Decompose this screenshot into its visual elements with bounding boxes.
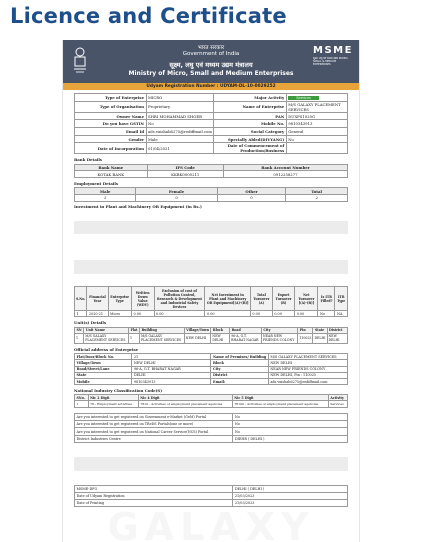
inv-cell: 0.00 xyxy=(295,311,318,317)
unit-col-pin: Pin xyxy=(298,327,313,333)
road-label: Road/Street/Lane xyxy=(75,366,132,372)
nic-col-5digit: Nic 5 Digit xyxy=(232,395,328,401)
account-number-value: 0912258277 xyxy=(223,171,347,178)
block-label: Block xyxy=(211,360,268,366)
total-header: Total xyxy=(286,188,348,195)
nic-col-sno: SNo. xyxy=(75,395,89,401)
nic-heading: National Industry Classification Code(S) xyxy=(74,387,163,393)
flat-label: Flat/Door/Block No. xyxy=(75,354,132,360)
nic-col-activity: Activity xyxy=(328,395,347,401)
unit-col-flat: Flat xyxy=(130,328,138,332)
inv-col-total-turnover: Total Turnover (A) xyxy=(250,287,272,311)
unit-col-state: State xyxy=(313,327,327,333)
inv-col-export-turnover: Export Turnover (B) xyxy=(272,287,294,311)
inv-cell: No xyxy=(318,311,335,317)
unit-col-block: Block xyxy=(211,327,230,333)
email-label: Email Id xyxy=(75,128,147,136)
flat-value: 21 xyxy=(132,354,211,360)
nic-col-4digit: Nic 4 Digit xyxy=(138,395,232,401)
road-value: 96-A, G.T. BHARAT NAGAR xyxy=(132,366,211,372)
certificate-header xyxy=(63,40,359,83)
inv-cell: 2020-21 xyxy=(87,311,108,317)
inv-cell: 0.00 xyxy=(131,311,154,317)
registration-date-value: 21/03/2023 xyxy=(233,493,348,500)
hindi-ministry-text: सूक्ष्म, लघु एवं मध्यम उद्यम मंत्रालय xyxy=(169,61,253,69)
gender-label: Gender xyxy=(75,135,147,143)
male-header: Male xyxy=(75,188,136,195)
unit-col-name: Unit Name xyxy=(84,327,129,333)
incorporation-date-label: Date of Incorporation xyxy=(75,143,147,154)
state-label: State xyxy=(75,372,132,378)
village-label: Village/Town xyxy=(75,360,132,366)
registration-dates-table xyxy=(74,485,348,507)
inv-col-sno: S.No. xyxy=(75,287,87,311)
msme-logo xyxy=(313,46,351,66)
specially-abled-value: No xyxy=(286,135,347,143)
total-count: 2 xyxy=(286,195,348,202)
commencement-date-value xyxy=(286,143,347,154)
mobile-label: Mobile No. xyxy=(214,120,286,128)
owner-name-label: Owner Name xyxy=(75,112,147,120)
question-answer: No xyxy=(233,413,348,420)
unit-cell: NEW DELHI xyxy=(327,333,348,344)
district-value: NEW DELHI, Pin : 110025 xyxy=(268,372,347,378)
govt-of-india-text: Government of India xyxy=(182,51,240,57)
section-spacer xyxy=(74,260,348,274)
mobile-value: 9810343913 xyxy=(286,120,347,128)
unit-cell: DELHI xyxy=(313,333,327,344)
premises-label: Name of Premises/ Building xyxy=(211,354,268,360)
block-value: NEW DELHI xyxy=(268,360,347,366)
district-label: District xyxy=(211,372,268,378)
enterprise-name-label: Name of Enterprise xyxy=(214,101,286,112)
social-category-label: Social Category xyxy=(214,128,286,136)
major-activity-badge: Services xyxy=(288,96,319,100)
question-text: Are you interested to get registered on National Career Service(NCS) Portal xyxy=(75,428,233,435)
inv-cell: 0.00 xyxy=(205,311,250,317)
specially-abled-label: Specially Abled(DIVYANG) xyxy=(214,135,286,143)
udyam-certificate xyxy=(62,40,360,542)
address-mobile-label: Mobile xyxy=(75,378,132,384)
pan-value: DUXPS1020G xyxy=(286,112,347,120)
address-mobile-value: 9810343913 xyxy=(132,378,211,384)
city-value: NEAR NEW FRIENDS COLONY xyxy=(268,366,347,372)
question-answer: DIEHR ( DELHI ) xyxy=(233,435,348,442)
galaxy-watermark: GALAXY xyxy=(107,505,315,542)
inv-col-type: Enterprise Type xyxy=(108,287,131,311)
page-title: Licence and Certificate xyxy=(10,4,287,28)
inv-cell: 0.00 xyxy=(250,311,272,317)
nic-cell: 1 xyxy=(75,401,89,407)
unit-cell: 110025 xyxy=(298,333,313,344)
female-header: Female xyxy=(136,188,217,195)
unit-cell: NEAR NEW FRIENDS COLONY xyxy=(261,333,297,344)
nic-cell: Services xyxy=(328,401,347,407)
type-of-enterprise-label: Type of Enterprise xyxy=(75,94,147,102)
unit-cell: 1 xyxy=(128,333,139,344)
unit-col-building: Building xyxy=(139,327,184,333)
type-of-org-value: Proprietary xyxy=(146,101,214,112)
female-count: 0 xyxy=(136,195,217,202)
investment-heading: Investment in Plant and Machinery OR Equipment (in Rs.) xyxy=(74,204,202,210)
owner-name-value: SHRI MOHAMMAD SHOEB xyxy=(146,112,214,120)
village-value: NEW DELHI xyxy=(132,360,211,366)
major-activity-cell xyxy=(286,94,347,102)
employment-table xyxy=(74,187,348,202)
hindi-govt-text: भारत सरकार xyxy=(197,45,225,51)
question-text: Are you interested to get registered on Government e-Market (GeM) Portal xyxy=(75,413,233,420)
city-label: City xyxy=(211,366,268,372)
bank-name-value: KOTAK BANK xyxy=(75,171,148,178)
unit-details-heading: Unit(s) Details xyxy=(74,320,107,325)
nic-cell: 78 - Employment activities xyxy=(88,401,138,407)
inv-col-itr-filled: Is ITR Filled? xyxy=(318,287,335,311)
portal-questions-table xyxy=(74,413,348,444)
unit-cell: M/S GALAXY PLACEMENT SERVICES xyxy=(139,333,184,344)
unit-details-table xyxy=(74,327,348,345)
state-value: DELHI xyxy=(132,372,211,378)
msme-logo-subtext: सूक्ष्म, लघु एवं मध्यम उद्यम MICRO, SMALL & MEDIUM ENTERPRISES xyxy=(313,57,349,66)
official-address-heading: Official address of Enterprise xyxy=(74,346,139,352)
other-header: Other xyxy=(217,188,286,195)
question-text: Are you interested to get registered on TReDS Portals(one or more) xyxy=(75,421,233,428)
ifs-code-value: KKBK0000211 xyxy=(147,171,223,178)
inv-cell: NA xyxy=(335,311,348,317)
unit-col-district: District xyxy=(327,327,348,333)
ifs-code-header: IFS Code xyxy=(147,164,223,171)
inv-col-exclusion: Exclusion of cost of Pollution Control, Research & Development and Industrial Safety Devices xyxy=(154,287,205,311)
question-text: District Industries Centre xyxy=(75,435,233,442)
major-activity-label: Major Activity xyxy=(214,94,286,102)
nic-table xyxy=(74,394,348,407)
msme-dfo-label: MSME-DFO xyxy=(75,486,233,493)
email-value: ads.vaishali6275@rediffmail.com xyxy=(148,128,212,134)
msme-dfo-value: DELHI ( DELHI ) xyxy=(233,486,348,493)
inv-col-net-investment: Net Investment in Plant and Machinery OR Equipment[(A)-(B)] xyxy=(205,287,250,311)
inv-col-net-turnover: Net Turnover [(A)-(B)] xyxy=(295,287,318,311)
gstin-value: No xyxy=(146,120,214,128)
unit-cell: 1 xyxy=(75,333,84,344)
official-address-table xyxy=(74,353,348,385)
unit-col-road: Road xyxy=(230,327,262,333)
printing-date-label: Date of Printing xyxy=(75,500,233,507)
inv-cell: 1 xyxy=(75,311,87,317)
section-spacer xyxy=(74,457,348,471)
social-category-value: General xyxy=(286,128,347,136)
nic-col-2digit: Nic 2 Digit xyxy=(88,395,138,401)
inv-col-itr-type: ITR Type xyxy=(335,287,348,311)
premises-value: M/S GALAXY PLACEMENT SERVICES xyxy=(268,354,347,360)
unit-col-village: Village/Town xyxy=(186,328,209,332)
other-count: 0 xyxy=(217,195,286,202)
registration-number-bar: Udyam Registration Number : UDYAM-DL-10-0029252 xyxy=(63,83,359,90)
inv-cell: 0.00 xyxy=(272,311,294,317)
inv-cell: 0.00 xyxy=(154,311,205,317)
inv-col-wdv: Written Down Value (WDV) xyxy=(131,287,154,311)
account-number-header: Bank Account Number xyxy=(223,164,347,171)
enterprise-info-table xyxy=(74,93,348,154)
bank-details-heading: Bank Details xyxy=(74,157,103,163)
unit-cell: 96-A, G.T. BHARAT NAGAR xyxy=(230,333,262,344)
inv-col-year: Financial Year xyxy=(87,287,108,311)
pan-label: PAN xyxy=(214,112,286,120)
ministry-text: Ministry of Micro, Small and Medium Enterprises xyxy=(128,70,294,77)
unit-col-sn: SN xyxy=(76,328,82,332)
male-count: 2 xyxy=(75,195,136,202)
nic-cell: 78100 - Activities of employment placement agencies xyxy=(232,401,328,407)
msme-logo-mark: MSME xyxy=(313,45,353,56)
address-email-value: ads.vaishali6275@rediffmail.com xyxy=(268,378,347,384)
type-of-org-label: Type of Organisation xyxy=(75,101,147,112)
type-of-enterprise-value: MICRO xyxy=(146,94,214,102)
unit-col-city: City xyxy=(261,327,297,333)
gstin-label: Do you have GSTIN xyxy=(75,120,147,128)
section-spacer xyxy=(74,221,348,234)
nic-cell: 7810 - Activities of employment placement agencies xyxy=(138,401,232,407)
incorporation-date-value: 01/04/2021 xyxy=(146,143,214,154)
unit-cell: M/S GALAXY PLACEMENT SERVICES xyxy=(84,333,129,344)
unit-cell: NEW DELHI xyxy=(184,333,211,344)
enterprise-name-value: M/S GALAXY PLACEMENT SERVICES xyxy=(286,101,347,112)
bank-name-header: Bank Name xyxy=(75,164,148,171)
question-answer: No xyxy=(233,421,348,428)
employment-details-heading: Employment Details xyxy=(74,180,119,186)
commencement-date-label: Date of Commencement of Production/Business xyxy=(214,143,286,154)
address-email-label: Email: xyxy=(211,378,268,384)
investment-table xyxy=(74,286,348,317)
bank-details-table xyxy=(74,164,348,179)
printing-date-value: 21/03/2023 xyxy=(233,500,348,507)
registration-date-label: Date of Udyam Registration xyxy=(75,493,233,500)
question-answer: No xyxy=(233,428,348,435)
gender-value: Male xyxy=(146,135,214,143)
inv-cell: Micro xyxy=(108,311,131,317)
unit-cell: NEW DELHI xyxy=(211,333,230,344)
